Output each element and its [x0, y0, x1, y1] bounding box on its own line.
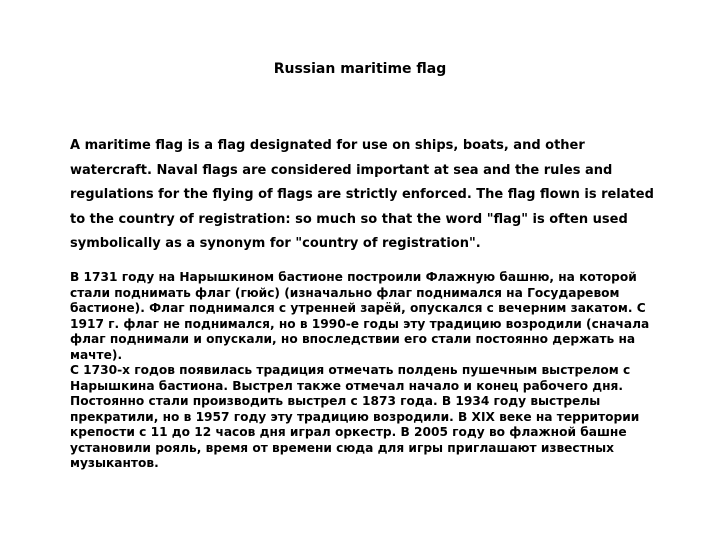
russian-paragraph-noon-cannon: С 1730-х годов появилась традиция отмечать полдень пушечным выстрелом с Нарышкина бастиона. Выстрел также отмечал начало и конец рабочего дня. Постоянно стали производить выстрел с 1873 года. В 1934 году выстрелы прекратили, но в 1957 году эту традицию возродили. В XIX веке на территории крепости с 11 до 12 часов дня играл оркестр. В 2005 году во флажной башне установили рояль, время от времени сюда для игры приглашают известных музыкантов.: [70, 363, 640, 470]
russian-paragraph-flag-tower: В 1731 году на Нарышкином бастионе построили Флажную башню, на которой стали поднимать флаг (гюйс) (изначально флаг поднимался на Государевом бастионе). Флаг поднимался с утренней зарёй, опускался с вечерним закатом. С 1917 г. флаг не поднимался, но в 1990-е годы эту традицию возродили (сначала флаг поднимали и опускали, но впоследствии его стали постоянно держать на мачте).: [70, 270, 650, 362]
intro-paragraph: A maritime flag is a flag designated for use on ships, boats, and other watercraft. Naval flags are considered important at sea and the rules and regulations for the flying of flags are strictly enforced. The flag flown is related to the country of registration: so much so that the word "flag" is often used symbolically as a synonym for "country of registration".: [70, 138, 654, 251]
russian-text-block: [70, 270, 668, 472]
slide-title: Russian maritime flag: [273, 61, 447, 77]
